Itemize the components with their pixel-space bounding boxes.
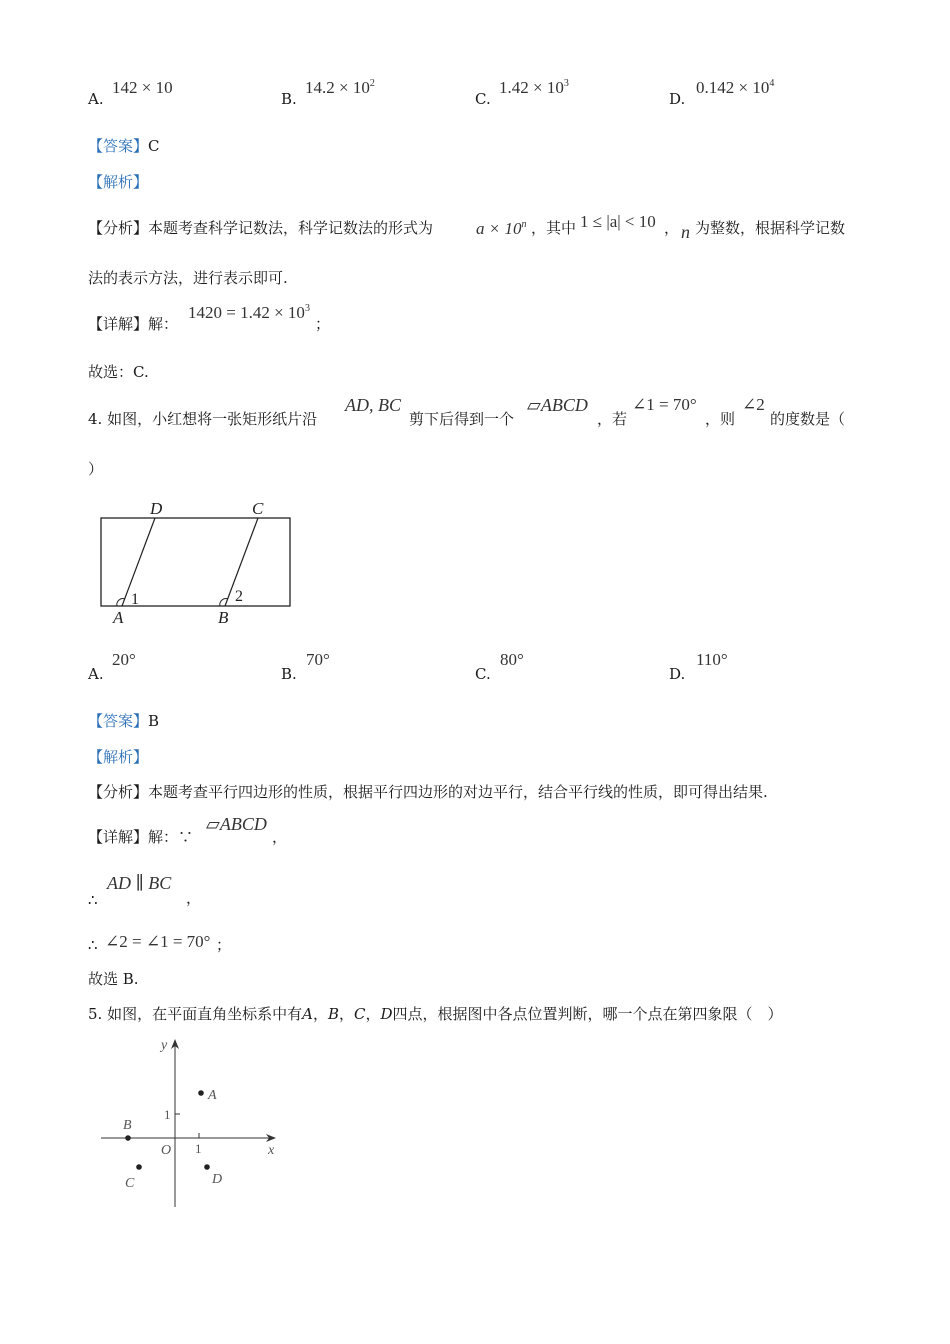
q4-stem-math4: ∠2 bbox=[742, 395, 765, 414]
option-value: 110° bbox=[696, 650, 728, 669]
q3-fenxi-math1: $a \times 10^n$ bbox=[476, 219, 527, 238]
q4-detail-math1: ▱ABCD bbox=[206, 814, 267, 834]
label-b: B bbox=[218, 608, 229, 627]
label-point-a: A bbox=[208, 1088, 217, 1103]
option-value: 70° bbox=[306, 650, 330, 669]
label-angle-1: 1 bbox=[131, 591, 139, 608]
option-letter: A. bbox=[88, 90, 104, 108]
point-a bbox=[198, 1090, 204, 1096]
q3-detail-end: ； bbox=[315, 315, 331, 333]
q3-fenxi-text3: ， bbox=[664, 219, 680, 237]
q4-stem-math2: ▱ABCD bbox=[527, 395, 588, 415]
q4-stem-math3: ∠1 = 70° bbox=[632, 395, 697, 414]
q4-fenxi: 【分析】本题考查平行四边形的性质，根据平行四边形的对边平行，结合平行线的性质，即可得出结果. bbox=[88, 783, 768, 801]
q4-stem-text2: 剪下后得到一个 bbox=[409, 410, 515, 428]
q4-analysis-tag: 【解析】 bbox=[88, 748, 149, 766]
q4-stem-text4: ，则 bbox=[705, 410, 736, 428]
option-value: $14.2 \times 10^2$ bbox=[305, 78, 375, 97]
fenxi-tag: 【分析】 bbox=[88, 783, 149, 801]
option-letter: C. bbox=[475, 665, 491, 683]
q4-therefore-2: ∴ bbox=[88, 936, 98, 954]
label-c: C bbox=[252, 499, 264, 518]
label-x-one: 1 bbox=[195, 1141, 202, 1156]
answer-value: C bbox=[148, 137, 160, 155]
q4-stem-line2: ） bbox=[88, 460, 104, 478]
q3-fenxi-math2: 1 ≤ |a| < 10 bbox=[580, 212, 656, 231]
detail-tag: 【详解】 bbox=[88, 315, 149, 333]
rectangle bbox=[101, 518, 290, 606]
answer-tag: 【答案】 bbox=[88, 137, 149, 155]
q3-fenxi: 【分析】本题考查科学记数法，科学记数法的形式为 bbox=[88, 219, 434, 237]
q3-fenxi-text4: 为整数，根据科学记数 bbox=[695, 219, 846, 237]
point-c bbox=[136, 1164, 142, 1170]
option-value: 20° bbox=[112, 650, 136, 669]
q3-fenxi-line2: 法的表示方法，进行表示即可. bbox=[88, 269, 288, 287]
q3-detail-math: $1420 = 1.42 \times 10^3$ bbox=[188, 303, 310, 322]
point-b bbox=[125, 1135, 131, 1141]
label-point-d: D bbox=[212, 1172, 223, 1187]
q4-detail-math1-end: ， bbox=[272, 828, 288, 846]
point-d bbox=[204, 1164, 210, 1170]
label-a: A bbox=[113, 608, 124, 627]
option-value: $1.42 \times 10^3$ bbox=[499, 78, 569, 97]
option-value: 80° bbox=[500, 650, 524, 669]
q3-analysis-tag: 【解析】 bbox=[88, 173, 149, 191]
fenxi-tag: 【分析】 bbox=[88, 219, 149, 237]
q4-figure bbox=[95, 495, 300, 630]
option-letter: C. bbox=[475, 90, 491, 108]
option-letter: D. bbox=[669, 90, 686, 108]
option-letter: B. bbox=[281, 665, 297, 683]
option-letter: D. bbox=[669, 665, 686, 683]
option-value: $0.142 \times 10^4$ bbox=[696, 78, 775, 97]
option-letter: A. bbox=[88, 665, 104, 683]
q4-detail-math3: ∠2 = ∠1 = 70° bbox=[105, 932, 211, 951]
label-angle-2: 2 bbox=[235, 588, 243, 605]
q4-therefore-1: ∴ bbox=[88, 891, 98, 909]
q4-detail: 【详解】解：∵ bbox=[88, 828, 194, 846]
q4-stem-text3: ，若 bbox=[597, 410, 628, 428]
label-x: x bbox=[268, 1143, 275, 1158]
q4-detail-math3-end: ； bbox=[216, 936, 232, 954]
answer-value: B bbox=[148, 712, 160, 730]
label-origin: O bbox=[161, 1143, 172, 1158]
q3-fenxi-math3: n bbox=[681, 222, 690, 242]
q5-figure bbox=[95, 1035, 285, 1215]
label-y: y bbox=[161, 1038, 168, 1053]
q4-conclusion: 故选 B. bbox=[88, 970, 139, 988]
q4-detail-math2: AD ∥ BC bbox=[107, 873, 172, 893]
q4-stem-text5: 的度数是（ bbox=[770, 410, 846, 428]
answer-tag: 【答案】 bbox=[88, 712, 149, 730]
option-value: 142 × 10 bbox=[112, 78, 173, 97]
q5-stem: 5. 如图，在平面直角坐标系中有A，B，C，D四点，根据图中各点位置判断，哪一个点在第四象限（ ） bbox=[88, 1005, 783, 1023]
option-letter: B. bbox=[281, 90, 297, 108]
label-d: D bbox=[150, 499, 163, 518]
q4-stem-math1: AD, BC bbox=[345, 395, 401, 415]
label-point-b: B bbox=[123, 1118, 132, 1133]
q3-answer bbox=[88, 136, 160, 156]
q4-stem-text1: 4. 如图，小红想将一张矩形纸片沿 bbox=[88, 410, 318, 428]
q3-fenxi-text2: ，其中 bbox=[531, 219, 577, 237]
label-point-c: C bbox=[125, 1176, 135, 1191]
q3-detail: 【详解】解： bbox=[88, 315, 179, 333]
detail-tag: 【详解】 bbox=[88, 828, 149, 846]
label-y-one: 1 bbox=[164, 1107, 171, 1122]
q4-detail-math2-end: ， bbox=[186, 889, 202, 907]
q4-answer bbox=[88, 711, 159, 731]
q3-conclusion: 故选：C. bbox=[88, 363, 149, 381]
